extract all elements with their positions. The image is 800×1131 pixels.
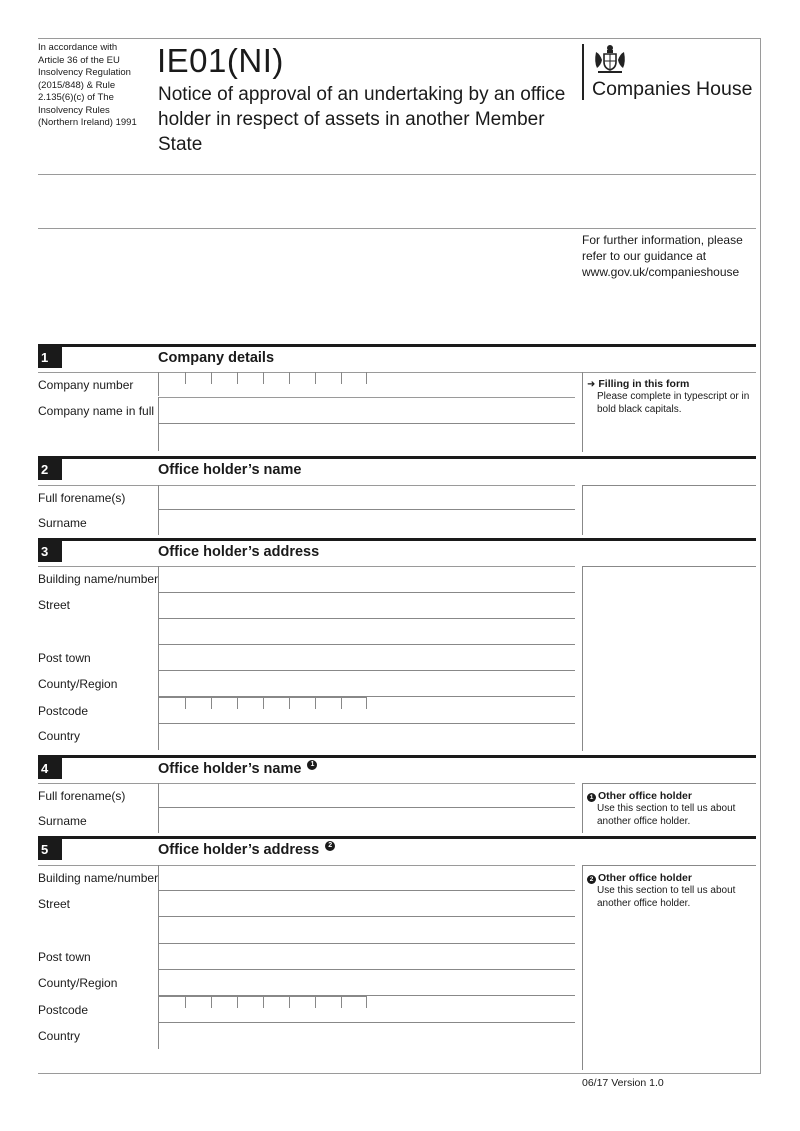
section-title (158, 840, 335, 860)
note-marker-2-icon: 2 (325, 841, 335, 851)
street-input[interactable] (158, 891, 575, 917)
company-name-input-line2[interactable] (158, 424, 575, 451)
forename-label: Full forename(s) (38, 491, 126, 505)
note-line: Use this section to tell us about (597, 803, 736, 814)
section-bar (38, 456, 756, 459)
legal-line: In accordance with (38, 42, 118, 53)
further-info-link[interactable]: www.gov.uk/companieshouse (582, 265, 740, 279)
digit-divider (263, 372, 264, 384)
page-bottom-border (38, 1073, 760, 1074)
filling-note-title-text: Filling in this form (598, 378, 690, 390)
char-divider (185, 996, 186, 1008)
section-number: 4 (38, 758, 62, 779)
section-title: Company details (158, 350, 275, 366)
char-divider (211, 996, 212, 1008)
post-town-label: Post town (38, 651, 91, 665)
companies-house-logo (582, 44, 762, 102)
building-input[interactable] (158, 865, 575, 891)
legal-reference (38, 42, 153, 130)
form-title (158, 82, 588, 157)
char-divider (263, 697, 264, 709)
further-info-line: For further information, please (582, 233, 743, 247)
form-version: 06/17 Version 1.0 (582, 1077, 664, 1089)
section-bar (38, 344, 756, 347)
section-bar (38, 836, 756, 839)
form-title-line: holder in respect of assets in another Member State (158, 109, 545, 155)
char-divider (185, 697, 186, 709)
digit-divider (289, 372, 290, 384)
post-town-label: Post town (38, 950, 91, 964)
country-input[interactable] (158, 1023, 575, 1049)
legal-line: 2.135(6)(c) of The (38, 92, 114, 103)
legal-line: Article 36 of the EU (38, 54, 120, 66)
char-divider (289, 996, 290, 1008)
country-label: Country (38, 1029, 81, 1043)
building-label: Building name/number (38, 871, 159, 885)
legal-line: (2015/848) & Rule (38, 79, 116, 91)
company-number-label: Company number (38, 378, 134, 392)
building-label: Building name/number (38, 572, 159, 586)
forename-input[interactable] (158, 485, 575, 510)
postcode-label: Postcode (38, 704, 89, 718)
note-title (587, 790, 756, 803)
county-input[interactable] (158, 970, 575, 996)
section-number: 5 (38, 839, 62, 860)
form-code: IE01(NI) (157, 42, 284, 79)
post-town-input[interactable] (158, 944, 575, 970)
org-name: Companies House (592, 78, 753, 100)
char-divider (366, 697, 367, 709)
further-info (582, 232, 757, 280)
digit-divider (341, 372, 342, 384)
section-title (158, 759, 317, 779)
section-title-text: Office holder’s name (158, 761, 302, 777)
forename-input[interactable] (158, 783, 575, 808)
post-town-input[interactable] (158, 645, 575, 671)
legal-line: Insolvency Regulation (38, 67, 131, 78)
forename-label: Full forename(s) (38, 789, 126, 803)
company-name-label: Company name in full (38, 404, 155, 418)
char-divider (341, 996, 342, 1008)
section-number: 1 (38, 347, 62, 368)
note-marker-2-icon: 2 (587, 875, 596, 884)
surname-label: Surname (38, 516, 87, 530)
arrow-right-icon: ➜ (587, 379, 596, 390)
note-line: Use this section to tell us about (597, 885, 736, 896)
header-divider (38, 174, 756, 175)
company-number-input[interactable] (158, 372, 366, 396)
note-title (587, 872, 756, 885)
filling-note-title (587, 378, 756, 391)
section-bar (38, 538, 756, 541)
side-note-box (582, 566, 756, 751)
digit-divider (315, 372, 316, 384)
street-input[interactable] (158, 593, 575, 619)
note-marker-1-icon: 1 (587, 793, 596, 802)
note-body (597, 803, 757, 828)
surname-input[interactable] (158, 808, 575, 833)
county-input[interactable] (158, 671, 575, 697)
note-marker-1-icon: 1 (307, 760, 317, 770)
building-input[interactable] (158, 566, 575, 593)
char-divider (211, 697, 212, 709)
header-divider (38, 228, 756, 229)
royal-coat-of-arms-icon (593, 44, 627, 74)
digit-divider (185, 372, 186, 384)
company-name-input[interactable] (158, 397, 575, 424)
page-right-border (760, 38, 761, 1074)
other-office-holder-note-2 (582, 865, 756, 1070)
further-info-line: refer to our guidance at (582, 249, 707, 263)
country-input[interactable] (158, 724, 575, 750)
form-title-line: Notice of approval of an undertaking by an office (158, 84, 566, 105)
char-divider (237, 996, 238, 1008)
section-title: Office holder’s name (158, 462, 302, 478)
surname-label: Surname (38, 814, 87, 828)
page-top-border (38, 38, 760, 39)
side-note-box (582, 485, 756, 535)
postcode-label: Postcode (38, 1003, 89, 1017)
note-line: another office holder. (597, 897, 691, 909)
note-title-text: Other office holder (598, 872, 692, 884)
postcode-input[interactable] (158, 697, 575, 724)
street-input-line2[interactable] (158, 917, 575, 944)
section-number: 2 (38, 459, 62, 480)
street-label: Street (38, 598, 71, 612)
note-line: bold black capitals. (597, 403, 682, 415)
section-title: Office holder’s address (158, 544, 320, 560)
logo-divider (582, 44, 584, 100)
surname-input[interactable] (158, 510, 575, 535)
section-number: 3 (38, 541, 62, 562)
street-label: Street (38, 897, 71, 911)
legal-line: (Northern Ireland) 1991 (38, 117, 137, 128)
filling-in-note (582, 372, 756, 452)
char-divider (315, 697, 316, 709)
char-divider (366, 996, 367, 1008)
country-label: Country (38, 729, 81, 743)
char-divider (289, 697, 290, 709)
county-label: County/Region (38, 677, 118, 691)
street-input-line2[interactable] (158, 619, 575, 645)
county-label: County/Region (38, 976, 118, 990)
char-divider (263, 996, 264, 1008)
digit-divider (237, 372, 238, 384)
note-line: Please complete in typescript or in (597, 391, 750, 402)
section-bar (38, 755, 756, 758)
section-title-text: Office holder’s address (158, 842, 320, 858)
postcode-input[interactable] (158, 996, 575, 1023)
char-divider (315, 996, 316, 1008)
char-divider (341, 697, 342, 709)
char-divider (237, 697, 238, 709)
digit-divider (366, 372, 367, 384)
other-office-holder-note-1 (582, 783, 756, 833)
note-body (597, 885, 757, 910)
filling-note-body (597, 391, 757, 416)
note-title-text: Other office holder (598, 790, 692, 802)
digit-divider (211, 372, 212, 384)
legal-line: Insolvency Rules (38, 104, 110, 116)
note-line: another office holder. (597, 815, 691, 827)
